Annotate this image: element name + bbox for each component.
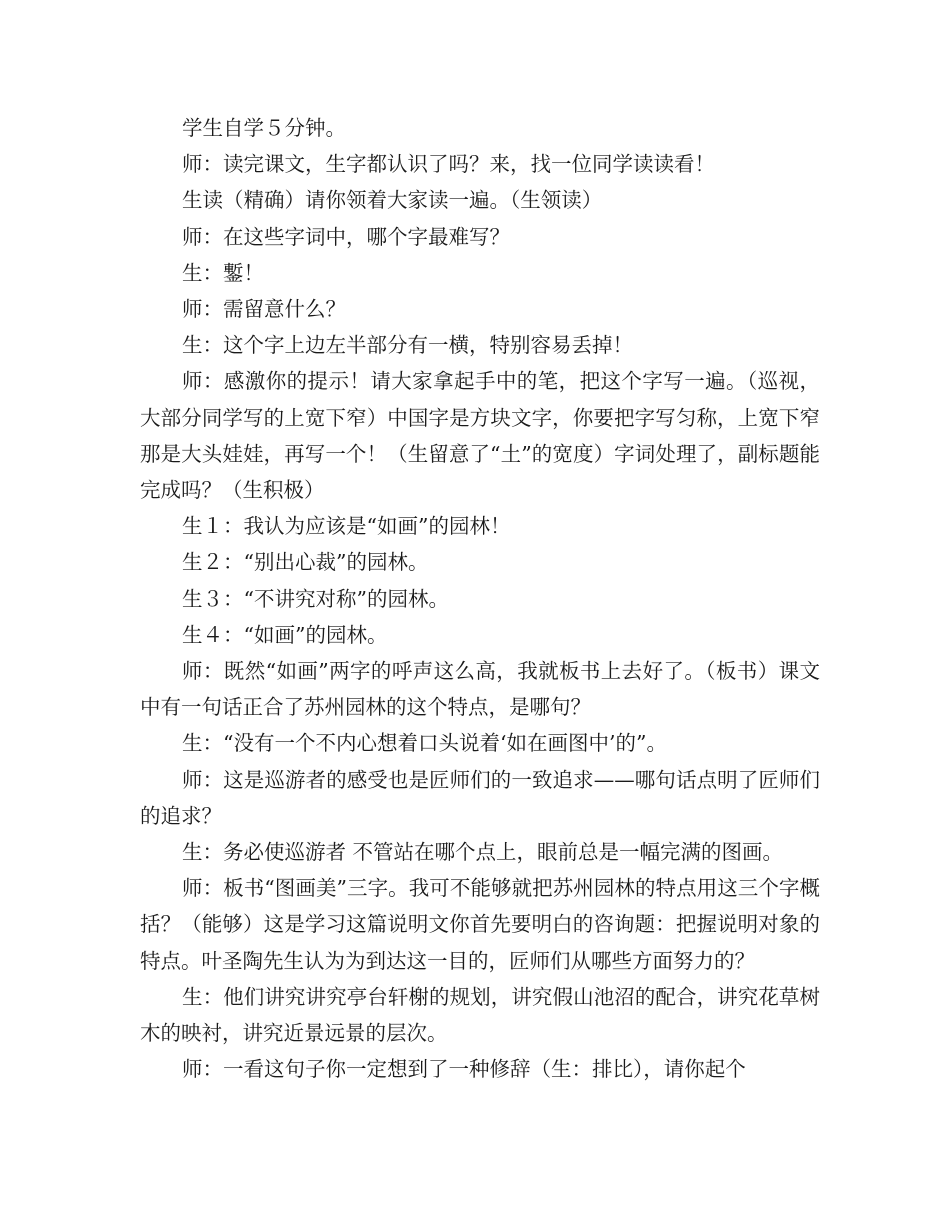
paragraph-2: 师：读完课文，生字都认识了吗？来，找一位同学读读看！: [182, 152, 715, 177]
paragraph-5: 生：鏨！: [182, 260, 264, 285]
paragraph-4: 师：在这些字词中，哪个字最难写？: [182, 224, 510, 249]
paragraph-16: 生：务必使巡游者 不管站在哪个点上，眼前总是一幅完满的图画。: [182, 840, 784, 865]
document-page: [140, 110, 820, 1087]
paragraph-15: 师：这是巡游者的感受也是匠师们的一致追求——哪句话点明了匠师们的追求？: [140, 767, 820, 828]
paragraph-7: 生：这个字上边左半部分有一横，特别容易丢掉！: [182, 333, 633, 358]
paragraph-6: 师：需留意什么？: [182, 297, 346, 322]
paragraph-17: 师：板书“图画美”三字。我可不能够就把苏州园林的特点用这三个字概括？（能够）这是学习这篇说明文你首先要明白的咨询题：把握说明对象的特点。叶圣陶先生认为为到达这一目的，匠师们从哪些方面努力的？: [140, 876, 820, 973]
paragraph-12: 生４：“如画”的园林。: [182, 622, 388, 647]
paragraph-19: 师：一看这句子你一定想到了一种修辞（生：排比），请你起个: [182, 1057, 746, 1082]
paragraph-1: 学生自学５分钟。: [182, 116, 346, 140]
paragraph-11: 生３：“不讲究对称”的园林。: [182, 586, 449, 611]
paragraph-14: 生：“没有一个不内心想着口头说着‘如在画图中’的”。: [182, 731, 667, 756]
paragraph-8: 师：感激你的提示！请大家拿起手中的笔，把这个字写一遍。（巡视，大部分同学写的上宽下窄）中国字是方块文字，你要把字写匀称，上宽下窄那是大头娃娃，再写一个！（生留意了“土”的宽度）字词处理了，副标题能完成吗？（生积极）: [140, 369, 820, 503]
paragraph-18: 生：他们讲究讲究亭台轩榭的规划，讲究假山池沼的配合，讲究花草树木的映衬，讲究近景远景的层次。: [140, 984, 820, 1046]
paragraph-13: 师：既然“如画”两字的呼声这么高，我就板书上去好了。（板书）课文中有一句话正合了苏州园林的这个特点，是哪句？: [140, 659, 820, 720]
paragraph-3: 生读（精确）请你领着大家读一遍。（生领读）: [182, 188, 603, 213]
paragraph-10: 生２：“别出心裁”的园林。: [182, 550, 429, 575]
paragraph-9: 生１：我认为应该是“如画”的园林！: [182, 514, 511, 539]
